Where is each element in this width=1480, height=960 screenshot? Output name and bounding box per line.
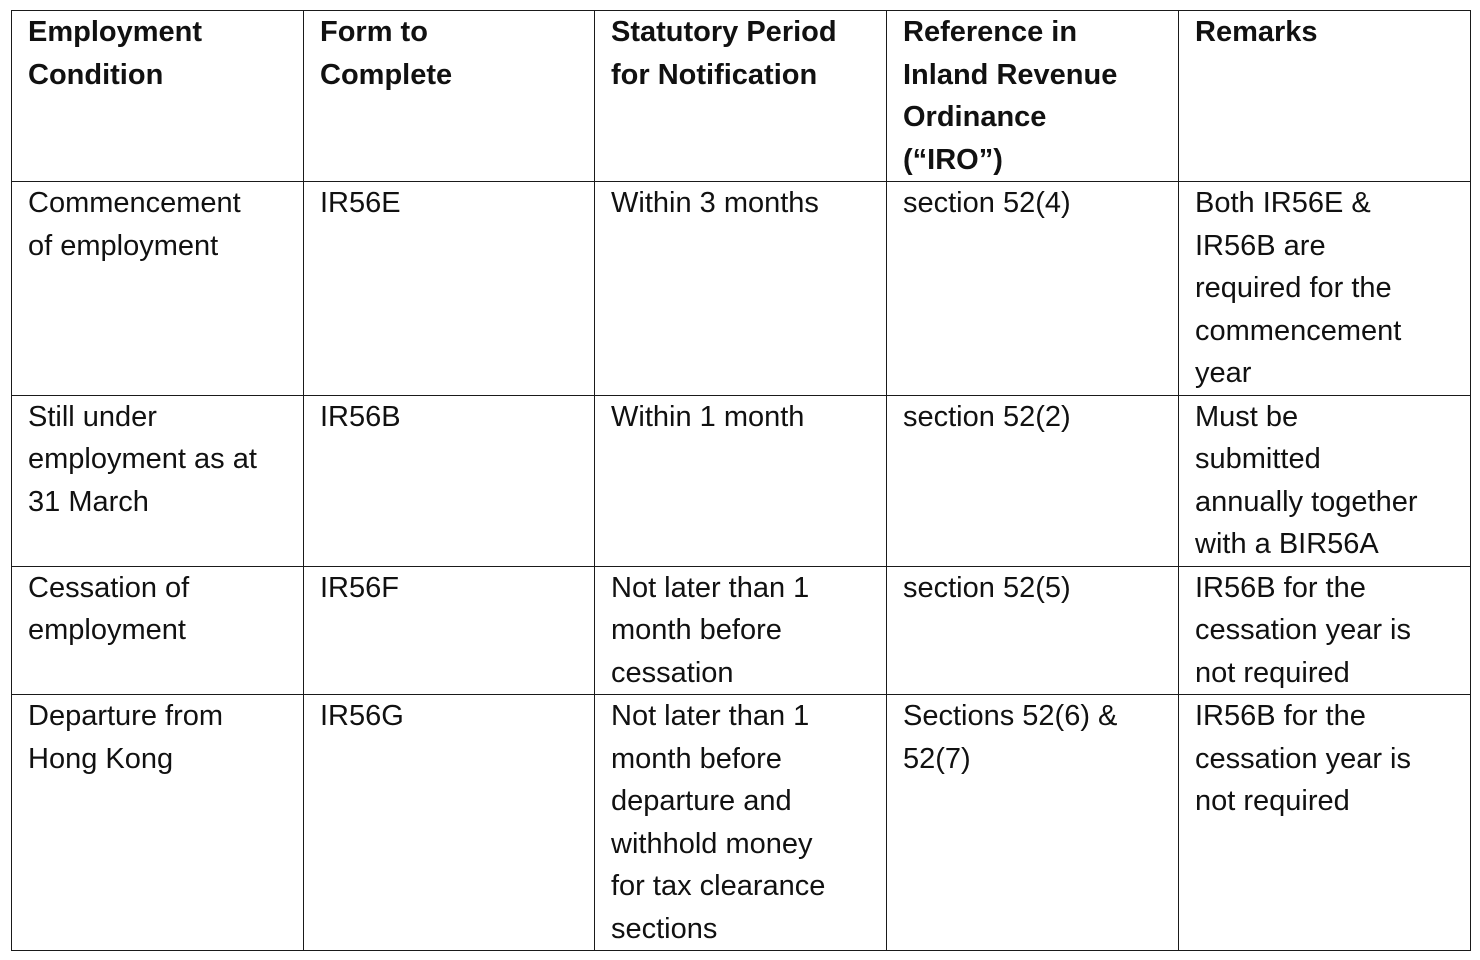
header-remarks: Remarks — [1179, 11, 1471, 182]
table-row — [12, 182, 1471, 396]
cell-statutory-period: Within 1 month — [595, 395, 887, 566]
cell-remarks: Must be submitted annually together with a BIR56A — [1179, 395, 1471, 566]
cell-form: IR56E — [304, 182, 595, 396]
cell-employment-condition: Commencement of employment — [12, 182, 304, 396]
header-form-to-complete: Form to Complete — [304, 11, 595, 182]
cell-iro-reference: Sections 52(6) & 52(7) — [887, 695, 1179, 951]
table-row — [12, 395, 1471, 566]
cell-employment-condition: Still under employment as at 31 March — [12, 395, 304, 566]
cell-remarks: IR56B for the cessation year is not required — [1179, 566, 1471, 695]
table-row — [12, 566, 1471, 695]
header-employment-condition: Employment Condition — [12, 11, 304, 182]
cell-form: IR56B — [304, 395, 595, 566]
cell-employment-condition: Cessation of employment — [12, 566, 304, 695]
employment-notification-table — [11, 10, 1471, 951]
cell-statutory-period: Within 3 months — [595, 182, 887, 396]
table-row — [12, 695, 1471, 951]
cell-iro-reference: section 52(4) — [887, 182, 1179, 396]
header-iro-reference: Reference in Inland Revenue Ordinance (“IRO”) — [887, 11, 1179, 182]
cell-iro-reference: section 52(5) — [887, 566, 1179, 695]
cell-statutory-period: Not later than 1 month before cessation — [595, 566, 887, 695]
cell-form: IR56G — [304, 695, 595, 951]
cell-iro-reference: section 52(2) — [887, 395, 1179, 566]
cell-remarks: Both IR56E & IR56B are required for the commencement year — [1179, 182, 1471, 396]
cell-statutory-period: Not later than 1 month before departure and withhold money for tax clearance sections — [595, 695, 887, 951]
header-statutory-period: Statutory Period for Notification — [595, 11, 887, 182]
cell-remarks: IR56B for the cessation year is not required — [1179, 695, 1471, 951]
cell-form: IR56F — [304, 566, 595, 695]
table-header-row — [12, 11, 1471, 182]
cell-employment-condition: Departure from Hong Kong — [12, 695, 304, 951]
